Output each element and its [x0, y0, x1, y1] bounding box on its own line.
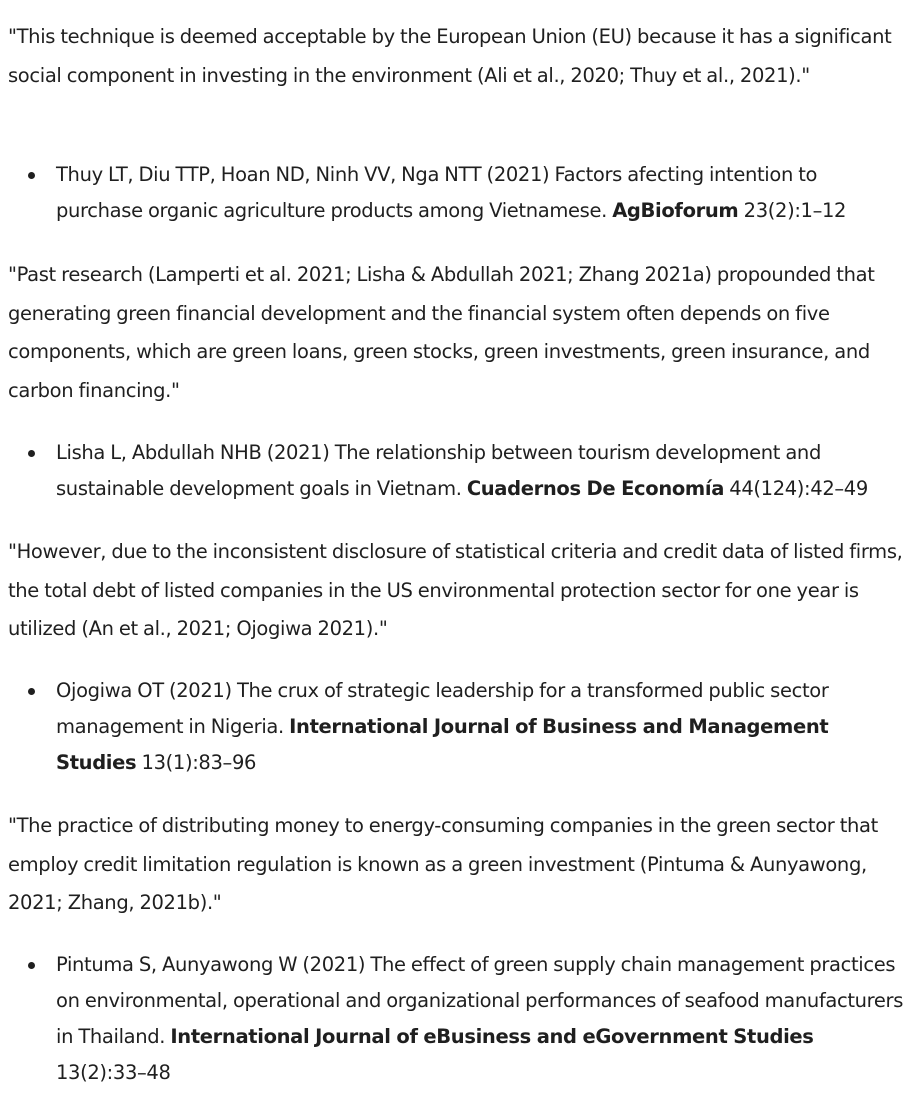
- reference-item: [8, 435, 906, 507]
- reference-list: [8, 673, 906, 781]
- reference-text: Lisha L, Abdullah NHB (2021) The relationship between tourism development and sustainable development goals in Vietnam.: [56, 441, 821, 500]
- reference-citation: 13(1):83–96: [136, 751, 257, 774]
- bullet-icon: [28, 172, 35, 179]
- journal-name: AgBioforum: [612, 199, 739, 222]
- reference-text: Ojogiwa OT (2021) The crux of strategic leadership for a transformed public sector management in Nigeria.: [56, 679, 829, 738]
- reference-text: Thuy LT, Diu TTP, Hoan ND, Ninh VV, Nga NTT (2021) Factors afecting intention to purchase organic agriculture products among Vietnamese.: [56, 163, 818, 222]
- reference-citation: 23(2):1–12: [738, 199, 847, 222]
- reference-text: Pintuma S, Aunyawong W (2021) The effect of green supply chain management practices on environmental, operational and organizational performances of seafood manufacturers in Thailand.: [56, 953, 904, 1048]
- bullet-icon: [28, 688, 35, 695]
- bullet-icon: [28, 962, 35, 969]
- reference-list: [8, 435, 906, 507]
- reference-item: [8, 673, 906, 781]
- reference-citation: 44(124):42–49: [724, 477, 868, 500]
- quote-paragraph: "This technique is deemed acceptable by the European Union (EU) because it has a significant social component in investing in the environment (Ali et al., 2020; Thuy et al., 2021).": [8, 25, 892, 87]
- reference-list: [8, 157, 906, 229]
- bullet-icon: [28, 450, 35, 457]
- reference-item: [8, 157, 906, 229]
- quote-paragraph: "However, due to the inconsistent disclosure of statistical criteria and credit data of listed firms, the total debt of listed companies in the US environmental protection sector for one year is utilized (An et al., 2021; Ojogiwa 2021).": [8, 540, 903, 640]
- journal-name: International Journal of Business and Management Studies: [56, 715, 829, 774]
- quote-paragraph: "Past research (Lamperti et al. 2021; Lisha & Abdullah 2021; Zhang 2021a) propounded that generating green financial development and the financial system often depends on five components, which are green loans, green stocks, green investments, green insurance, and carbon financing.": [8, 263, 875, 402]
- reference-citation: 13(2):33–48: [56, 1061, 171, 1084]
- quote-paragraph: "The practice of distributing money to energy-consuming companies in the green sector that employ credit limitation regulation is known as a green investment (Pintuma & Aunyawong, 2021; Zhang, 2021b).": [8, 814, 878, 914]
- journal-name: International Journal of eBusiness and eGovernment Studies: [170, 1025, 814, 1048]
- reference-item: [8, 947, 906, 1091]
- reference-list: [8, 947, 906, 1091]
- journal-name: Cuadernos De Economía: [466, 477, 725, 500]
